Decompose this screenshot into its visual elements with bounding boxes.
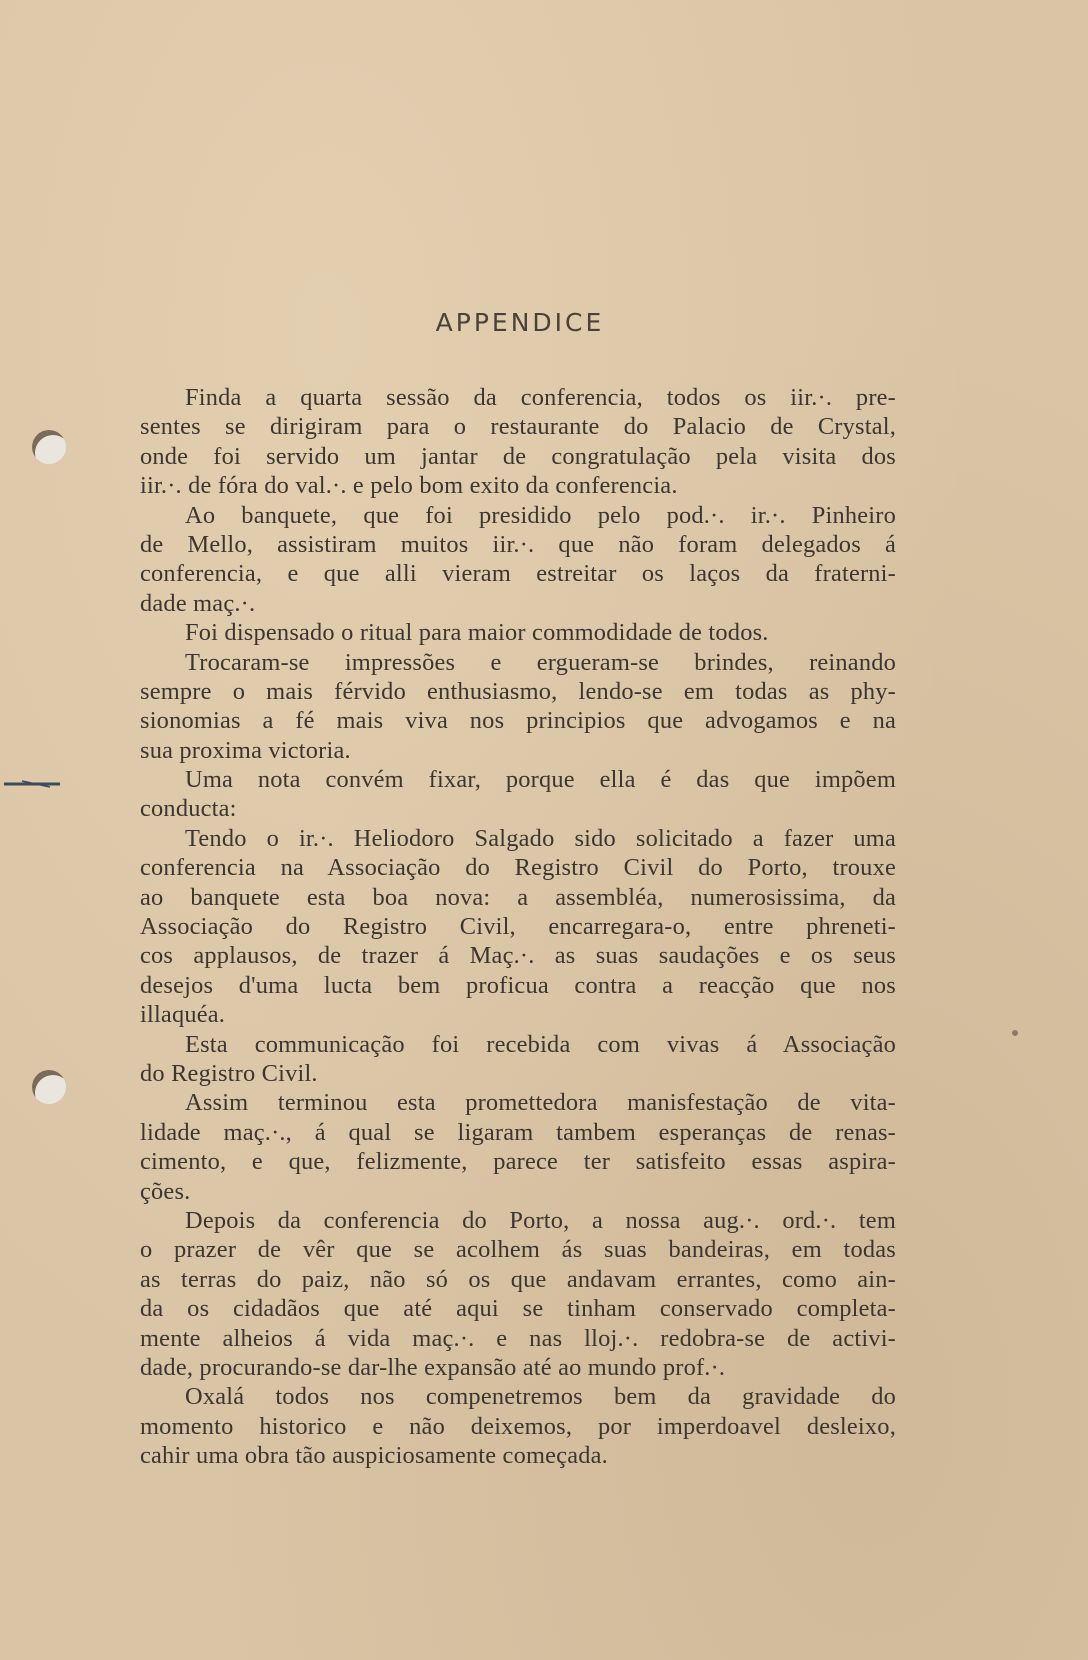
text-line: illaquéa.: [140, 1001, 226, 1029]
text-line: Oxalá todos nos compenetremos bem da gravidade do: [185, 1383, 896, 1411]
text-line: sempre o mais férvido enthusiasmo, lendo-se em todas as phy-: [140, 677, 896, 705]
punch-hole-top: [32, 430, 66, 464]
text-line: as terras do paiz, não só os que andavam errantes, como ain-: [140, 1265, 896, 1293]
text-line: dade, procurando-se dar-lhe expansão até ao mundo prof.·.: [140, 1353, 726, 1381]
text-line: onde foi servido um jantar de congratulação pela visita dos: [140, 442, 896, 470]
text-line: ao banquete esta boa nova: a assembléa, numerosissima, da: [140, 883, 896, 911]
body-text: [140, 383, 896, 1470]
text-line: Assim terminou esta promettedora manisfestação de vita-: [185, 1089, 896, 1117]
text-line: ções.: [140, 1177, 191, 1205]
punch-hole-bottom: [32, 1070, 66, 1104]
text-line: lidade maç.·., á qual se ligaram tambem esperanças de renas-: [140, 1118, 896, 1146]
text-line: cos applausos, de trazer á Maç.·. as suas saudações e os seus: [140, 942, 896, 970]
paper-speck: [1012, 1030, 1018, 1036]
text-line: Finda a quarta sessão da conferencia, todos os iir.·. pre-: [185, 384, 896, 411]
page-heading: APPENDICE: [435, 308, 605, 337]
margin-mark: [0, 780, 62, 788]
text-line: da os cidadãos que até aqui se tinham conservado completa-: [140, 1295, 896, 1323]
text-line: cimento, e que, felizmente, parece ter satisfeito essas aspira-: [140, 1148, 896, 1176]
text-line: Depois da conferencia do Porto, a nossa aug.·. ord.·. tem: [185, 1206, 896, 1234]
text-line: Esta communicação foi recebida com vivas á Associação: [185, 1030, 896, 1058]
text-line: Uma nota convém fixar, porque ella é das que impõem: [185, 766, 896, 794]
text-line: Ao banquete, que foi presidido pelo pod.·. ir.·. Pinheiro: [185, 501, 896, 529]
text-line: Trocaram-se impressões e ergueram-se brindes, reinando: [185, 648, 896, 676]
text-line: cahir uma obra tão auspiciosamente começada.: [140, 1442, 608, 1470]
text-line: sua proxima victoria.: [140, 736, 351, 764]
text-line: Tendo o ir.·. Heliodoro Salgado sido solicitado a fazer uma: [185, 824, 896, 852]
text-line: do Registro Civil.: [140, 1059, 318, 1087]
text-line: mente alheios á vida maç.·. e nas lloj.·. redobra-se de activi-: [140, 1324, 896, 1352]
text-line: o prazer de vêr que se acolhem ás suas bandeiras, em todas: [140, 1236, 896, 1264]
text-line: conferencia, e que alli vieram estreitar os laços da fraterni-: [140, 560, 896, 588]
text-line: iir.·. de fóra do val.·. e pelo bom exito da conferencia.: [140, 472, 678, 500]
text-line: sentes se dirigiram para o restaurante do Palacio de Crystal,: [140, 413, 896, 441]
text-line: conducta:: [140, 795, 237, 823]
text-line: Associação do Registro Civil, encarregara-o, entre phreneti-: [140, 913, 896, 941]
text-line: de Mello, assistiram muitos iir.·. que não foram delegados á: [140, 530, 896, 558]
text-line: momento historico e não deixemos, por imperdoavel desleixo,: [140, 1412, 896, 1440]
text-line: conferencia na Associação do Registro Civil do Porto, trouxe: [140, 854, 896, 882]
text-line: desejos d'uma lucta bem proficua contra a reacção que nos: [140, 971, 896, 999]
text-line: Foi dispensado o ritual para maior commodidade de todos.: [185, 619, 769, 647]
text-line: dade maç.·.: [140, 589, 256, 617]
text-line: sionomias a fé mais viva nos principios que advogamos e na: [140, 707, 896, 735]
